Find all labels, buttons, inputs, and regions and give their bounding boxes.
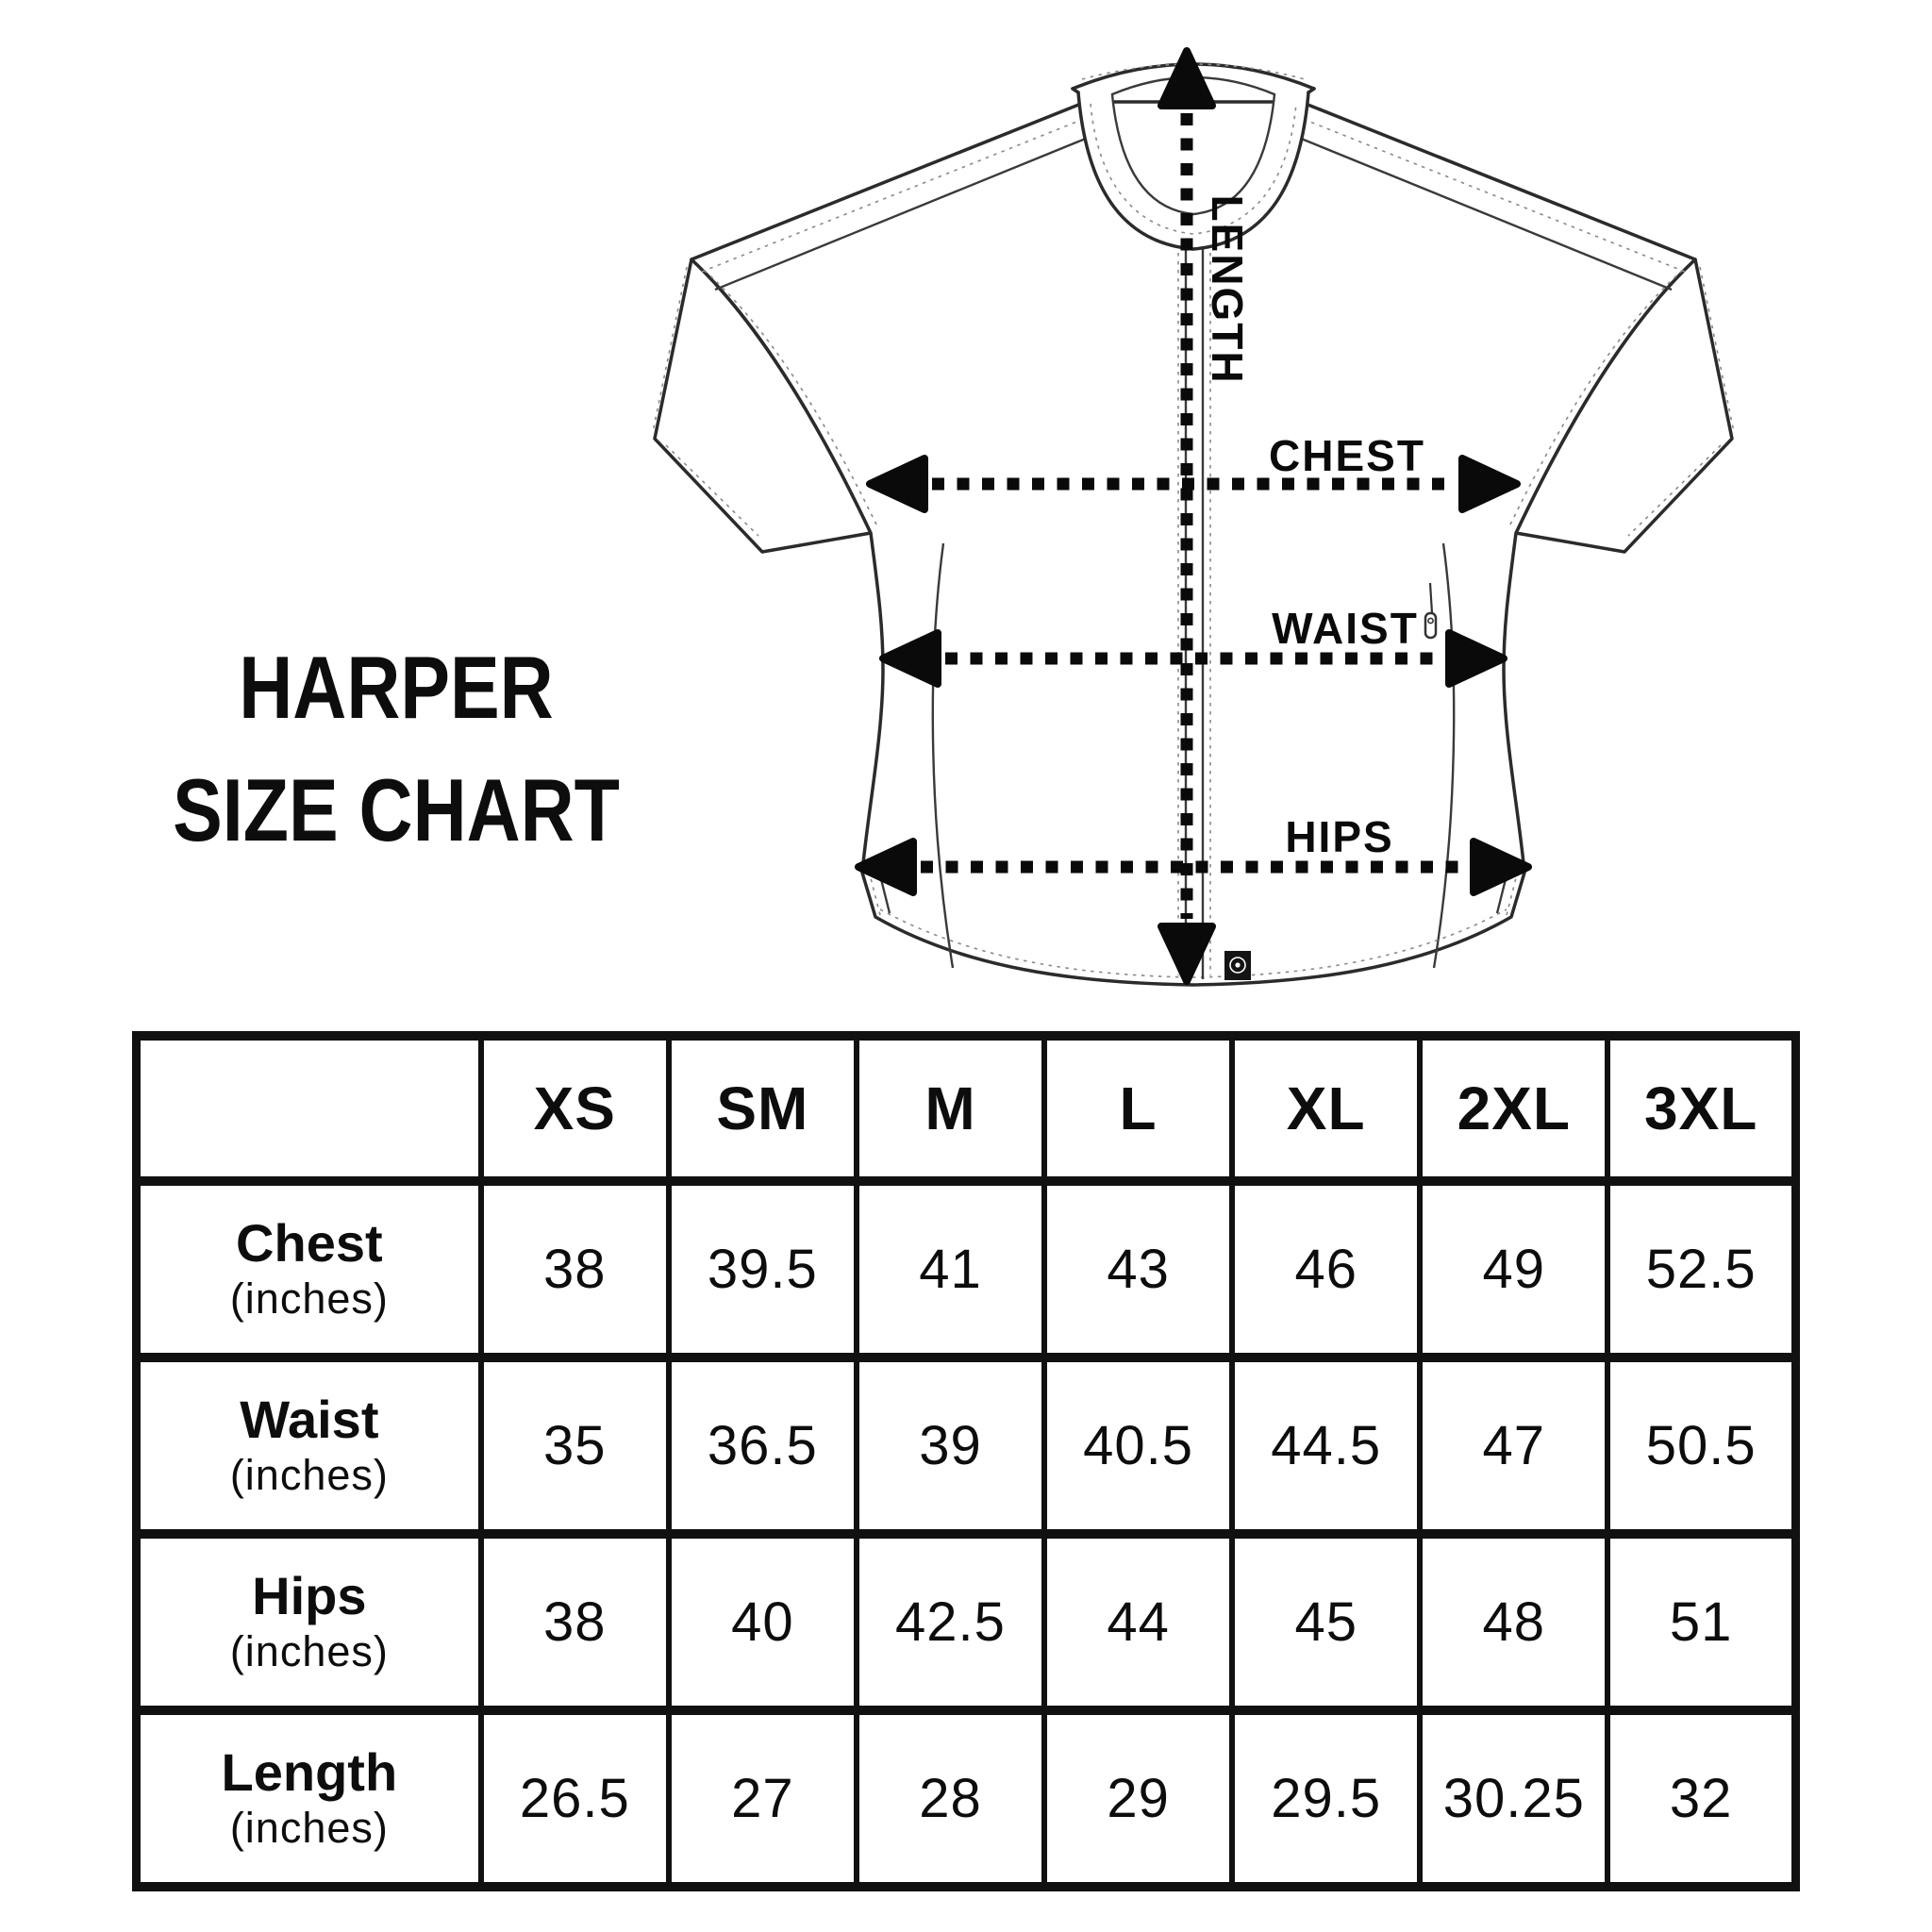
table-cell: 51 — [1607, 1534, 1795, 1710]
row-label-waist — [137, 1357, 481, 1534]
row-label-text: Chest — [236, 1212, 383, 1273]
table-cell: 36.5 — [669, 1357, 857, 1534]
row-label-length — [137, 1710, 481, 1887]
row-label-text: Length — [221, 1741, 398, 1802]
table-cell: 50.5 — [1607, 1357, 1795, 1534]
table-cell: 40 — [669, 1534, 857, 1710]
table-row-hips — [137, 1534, 1796, 1710]
title-line-1: HARPER — [239, 638, 554, 737]
waist-label: WAIST — [1272, 604, 1419, 653]
hem-logo-tag — [1224, 951, 1251, 980]
row-unit-text: (inches) — [229, 1450, 389, 1499]
table-cell: 42.5 — [857, 1534, 1044, 1710]
row-unit-text: (inches) — [229, 1274, 389, 1323]
table-cell: 35 — [481, 1357, 669, 1534]
table-cell: 44 — [1044, 1534, 1232, 1710]
row-label-hips — [137, 1534, 481, 1710]
shirt-measurement-diagram — [592, 19, 1743, 1019]
table-row-waist — [137, 1357, 1796, 1534]
column-header-3xl: 3XL — [1607, 1036, 1795, 1181]
table-row-chest — [137, 1181, 1796, 1357]
column-header-2xl: 2XL — [1420, 1036, 1607, 1181]
size-table-header-row — [137, 1036, 1796, 1181]
table-cell: 38 — [481, 1534, 669, 1710]
table-cell: 39 — [857, 1357, 1044, 1534]
column-header-m: M — [857, 1036, 1044, 1181]
table-cell: 39.5 — [669, 1181, 857, 1357]
table-cell: 41 — [857, 1181, 1044, 1357]
chest-label: CHEST — [1269, 431, 1425, 480]
page-title — [151, 626, 642, 872]
column-header-xs: XS — [481, 1036, 669, 1181]
table-cell: 43 — [1044, 1181, 1232, 1357]
column-header-l: L — [1044, 1036, 1232, 1181]
table-cell: 45 — [1232, 1534, 1420, 1710]
table-cell: 27 — [669, 1710, 857, 1887]
table-cell: 32 — [1607, 1710, 1795, 1887]
row-label-chest — [137, 1181, 481, 1357]
table-cell: 29 — [1044, 1710, 1232, 1887]
hips-label: HIPS — [1285, 812, 1394, 861]
title-line-2: SIZE CHART — [173, 760, 620, 859]
corner-cell — [137, 1036, 481, 1181]
row-unit-text: (inches) — [229, 1626, 389, 1675]
table-cell: 40.5 — [1044, 1357, 1232, 1534]
column-header-sm: SM — [669, 1036, 857, 1181]
table-cell: 49 — [1420, 1181, 1607, 1357]
table-cell: 28 — [857, 1710, 1044, 1887]
table-cell: 47 — [1420, 1357, 1607, 1534]
table-cell: 38 — [481, 1181, 669, 1357]
size-table — [132, 1031, 1800, 1891]
row-label-text: Hips — [252, 1565, 367, 1625]
table-cell: 44.5 — [1232, 1357, 1420, 1534]
table-cell: 30.25 — [1420, 1710, 1607, 1887]
table-cell: 48 — [1420, 1534, 1607, 1710]
row-unit-text: (inches) — [229, 1803, 389, 1852]
table-row-length — [137, 1710, 1796, 1887]
table-cell: 46 — [1232, 1181, 1420, 1357]
column-header-xl: XL — [1232, 1036, 1420, 1181]
length-label: LENGTH — [1203, 194, 1252, 385]
row-label-text: Waist — [240, 1389, 379, 1449]
table-cell: 26.5 — [481, 1710, 669, 1887]
table-cell: 52.5 — [1607, 1181, 1795, 1357]
table-cell: 29.5 — [1232, 1710, 1420, 1887]
